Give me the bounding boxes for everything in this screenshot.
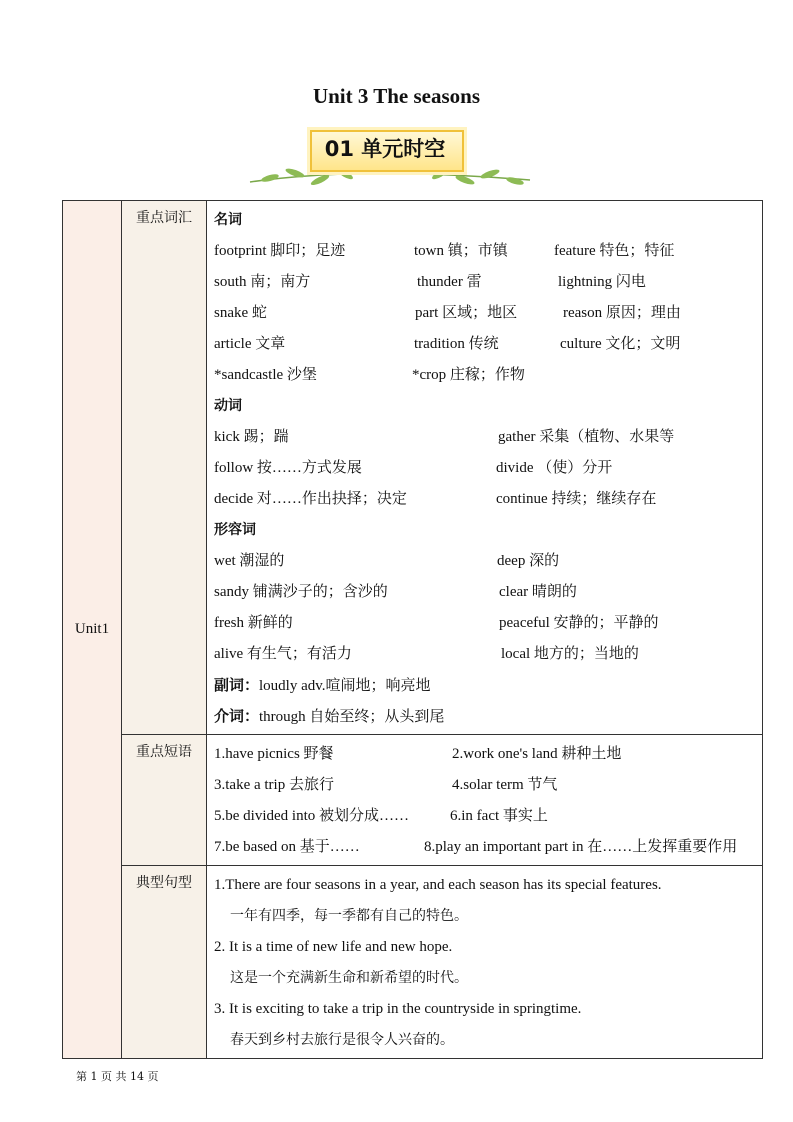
sentence-en: 2. It is a time of new life and new hope. — [214, 939, 453, 955]
list-item: 5.be divided into 被划分成…… 6.in fact 事实上 — [214, 808, 548, 824]
vocab-content — [207, 201, 763, 735]
category-label: 重点词汇 — [136, 210, 192, 226]
list-item: *sandcastle 沙堡 *crop 庄稼；作物 — [214, 367, 525, 383]
list-item: 1.have picnics 野餐 2.work one's land 耕种土地 — [214, 746, 622, 762]
noun-heading: 名词 — [214, 212, 242, 228]
sentence-en: 3. It is exciting to take a trip in the countryside in springtime. — [214, 1001, 582, 1017]
preposition-line — [214, 701, 756, 732]
page-footer: 第 1 页 共 14 页 — [76, 1070, 159, 1083]
list-item: follow 按……方式发展 divide （使）分开 — [214, 460, 613, 476]
list-item: article 文章 tradition 传统 culture 文化；文明 — [214, 336, 681, 352]
category-label: 典型句型 — [136, 875, 192, 891]
category-sentences — [122, 866, 207, 1059]
list-item: footprint 脚印；足迹 town 镇；市镇 feature 特色；特征 — [214, 243, 675, 259]
summary-table — [62, 200, 763, 1059]
list-item: decide 对……作出抉择；决定 continue 持续；继续存在 — [214, 491, 657, 507]
list-item: fresh 新鲜的 peaceful 安静的；平静的 — [214, 615, 659, 631]
category-label: 重点短语 — [136, 744, 192, 760]
list-item: 3.take a trip 去旅行 4.solar term 节气 — [214, 777, 558, 793]
list-item: south 南；南方 thunder 雷 lightning 闪电 — [214, 274, 646, 290]
list-item: sandy 铺满沙子的；含沙的 clear 晴朗的 — [214, 584, 577, 600]
sentence-en: 1.There are four seasons in a year, and each season has its special features. — [214, 877, 662, 893]
preposition-label: 介词： — [214, 707, 260, 725]
preposition-text: through 自始至终；从头到尾 — [259, 709, 445, 725]
page-title: Unit 3 The seasons — [312, 84, 481, 108]
sentences-content — [207, 866, 763, 1059]
verb-list — [214, 422, 756, 515]
banner-text: 01 单元时空 — [324, 137, 446, 161]
list-item: kick 踢；踹 gather 采集（植物、水果等 — [214, 429, 675, 445]
list-item: snake 蛇 part 区域；地区 reason 原因；理由 — [214, 305, 681, 321]
sentence-zh: 春天到乡村去旅行是很令人兴奋的。 — [230, 1032, 454, 1048]
verb-heading: 动词 — [214, 398, 242, 414]
sentence-zh: 一年有四季，每一季都有自己的特色。 — [230, 908, 468, 924]
phrases-content — [207, 735, 763, 866]
noun-list — [214, 236, 756, 391]
list-item: 7.be based on 基于…… 8.play an important part in 在……上发挥重要作用 — [214, 839, 738, 855]
category-vocab — [122, 201, 207, 735]
sentence-zh: 这是一个充满新生命和新希望的时代。 — [230, 970, 468, 986]
unit-cell — [63, 201, 122, 1059]
section-banner — [240, 124, 540, 196]
list-item: alive 有生气；有活力 local 地方的；当地的 — [214, 646, 639, 662]
list-item: wet 潮湿的 deep 深的 — [214, 553, 560, 569]
category-phrases — [122, 735, 207, 866]
adjective-list — [214, 546, 756, 670]
unit-label: Unit1 — [74, 621, 110, 637]
adjective-heading: 形容词 — [214, 522, 256, 538]
adverb-label: 副词： — [214, 676, 260, 694]
adverb-line — [214, 670, 756, 701]
adverb-text: loudly adv.喧闹地；响亮地 — [259, 678, 431, 694]
